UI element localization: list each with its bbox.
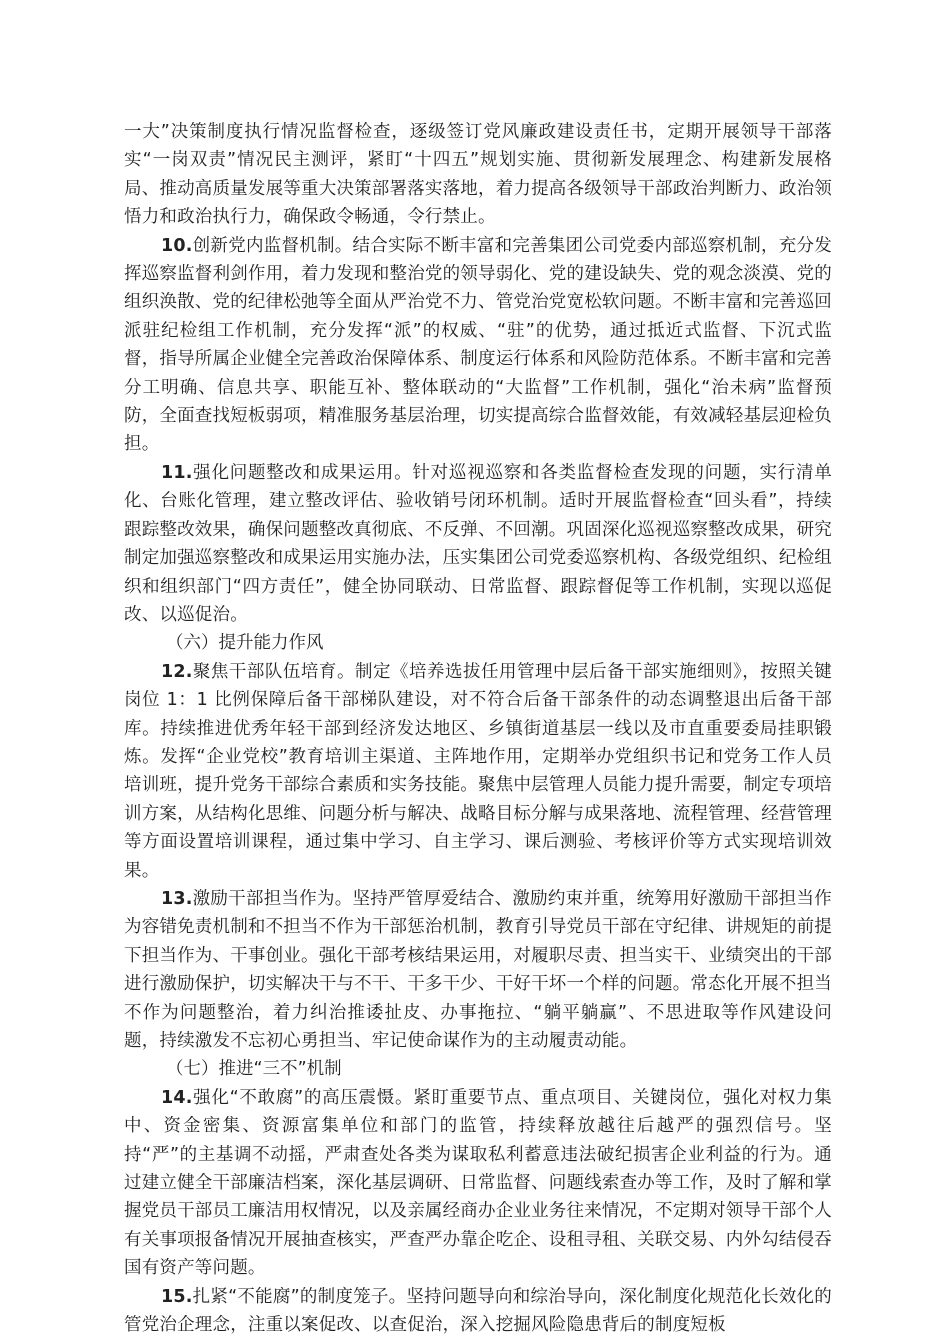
item-number: 14. [161, 1087, 193, 1108]
item-title: 聚焦干部队伍培育。 [192, 661, 355, 682]
item-title: 激励干部担当作为。 [192, 888, 353, 909]
item-title: 扎紧“不能腐”的制度笼子。 [192, 1286, 407, 1307]
paragraph-continuation: 一大”决策制度执行情况监督检查，逐级签订党风廉政建设责任书，定期开展领导干部落实“一岗双责”情况民主测评，紧盯“十四五”规划实施、贯彻新发展理念、构建新发展格局、推动高质量发展等重大决策部署落实落地，着力提高各级领导干部政治判断力、政治领悟力和政治执行力，确保政令畅通，令行禁止。 [124, 122, 832, 228]
item-body: 制定《培养选拔任用管理中层后备干部实施细则》，按照关键岗位 1：1 比例保障后备干部梯队建设，对不符合后备干部条件的动态调整退出后备干部库。持续推进优秀年轻干部到经济发达地区、乡镇街道基层一线以及市直重要委局挂职锻炼。发挥“企业党校”教育培训主渠道、主阵地作用，定期举办党组织书记和党务工作人员培训班，提升党务干部综合素质和实务技能。聚焦中层管理人员能力提升需要，制定专项培训方案，从结构化思维、问题分析与解决、战略目标分解与成果落地、流程管理、经营管理等方面设置培训课程，通过集中学习、自主学习、课后测验、考核评价等方式实现培训效果。 [124, 661, 832, 881]
item-body: 坚持严管厚爱结合、激励约束并重，统筹用好激励干部担当作为容错免责机制和不担当不作为干部惩治机制，教育引导党员干部在守纪律、讲规矩的前提下担当作为、干事创业。强化干部考核结果运用，对履职尽责、担当实干、业绩突出的干部进行激励保护，切实解决干与不干、干多干少、干好干坏一个样的问题。常态化开展不担当不作为问题整治，着力纠治推诿扯皮、办事拖拉、“躺平躺赢”、不思进取等作风建设问题，持续激发不忘初心勇担当、牢记使命谋作为的主动履责动能。 [124, 888, 832, 1051]
item-number: 13. [161, 888, 193, 909]
paragraph-item-14 [124, 1084, 832, 1283]
section-heading-7: （七）推进“三不”机制 [166, 1059, 342, 1080]
item-body: 紧盯重要节点、重点项目、关键岗位，强化对权力集中、资金密集、资源富集单位和部门的监管，持续释放越往后越严的强烈信号。坚持“严”的主基调不动摇，严肃查处各类为谋取私利蓄意违法破纪损害企业利益的行为。通过建立健全干部廉洁档案，深化基层调研、日常监督、问题线索查办等工作，及时了解和掌握党员干部员工廉洁用权情况，以及亲属经商办企业业务往来情况，不定期对领导干部个人有关事项报备情况开展抽查核实，严查严办靠企吃企、设租寻租、关联交易、内外勾结侵吞国有资产等问题。 [124, 1087, 832, 1279]
item-number: 10. [161, 235, 193, 256]
paragraph-item-13 [124, 885, 832, 1055]
item-title: 创新党内监督机制。 [192, 235, 353, 256]
section-heading-6: （六）提升能力作风 [166, 633, 324, 654]
paragraph-item-11 [124, 459, 832, 629]
item-body: 坚持问题导向和综治导向，深化制度化规范化长效化的管党治企理念，注重以案促改、以查促治，深入挖掘风险隐患背后的制度短板 [124, 1286, 832, 1336]
item-title: 强化“不敢腐”的高压震慑。 [192, 1087, 414, 1108]
paragraph-item-15 [124, 1283, 832, 1340]
item-body: 结合实际不断丰富和完善集团公司党委内部巡察机制，充分发挥巡察监督利剑作用，着力发现和整治党的领导弱化、党的建设缺失、党的观念淡漠、党的组织涣散、党的纪律松弛等全面从严治党不力、管党治党宽松软问题。不断丰富和完善巡回派驻纪检组工作机制，充分发挥“派”的权威、“驻”的优势，通过抵近式监督、下沉式监督，指导所属企业健全完善政治保障体系、制度运行体系和风险防范体系。不断丰富和完善分工明确、信息共享、职能互补、整体联动的“大监督”工作机制，强化“治未病”监督预防，全面查找短板弱项，精准服务基层治理，切实提高综合监督效能，有效减轻基层迎检负担。 [124, 235, 832, 455]
item-number: 12. [161, 661, 193, 682]
item-number: 15. [161, 1286, 193, 1307]
item-body: 针对巡视巡察和各类监督检查发现的问题，实行清单化、台账化管理，建立整改评估、验收销号闭环机制。适时开展监督检查“回头看”，持续跟踪整改效果，确保问题整改真彻底、不反弹、不回潮。巩固深化巡视巡察整改成果，研究制定加强巡察整改和成果运用实施办法，压实集团公司党委巡察机构、各级党组织、纪检组织和组织部门“四方责任”，健全协同联动、日常监督、跟踪督促等工作机制，实现以巡促改、以巡促治。 [124, 462, 832, 625]
item-title: 强化问题整改和成果运用。 [192, 462, 413, 483]
paragraph-item-10 [124, 232, 832, 459]
item-number: 11. [161, 462, 193, 483]
paragraph-item-12 [124, 658, 832, 885]
